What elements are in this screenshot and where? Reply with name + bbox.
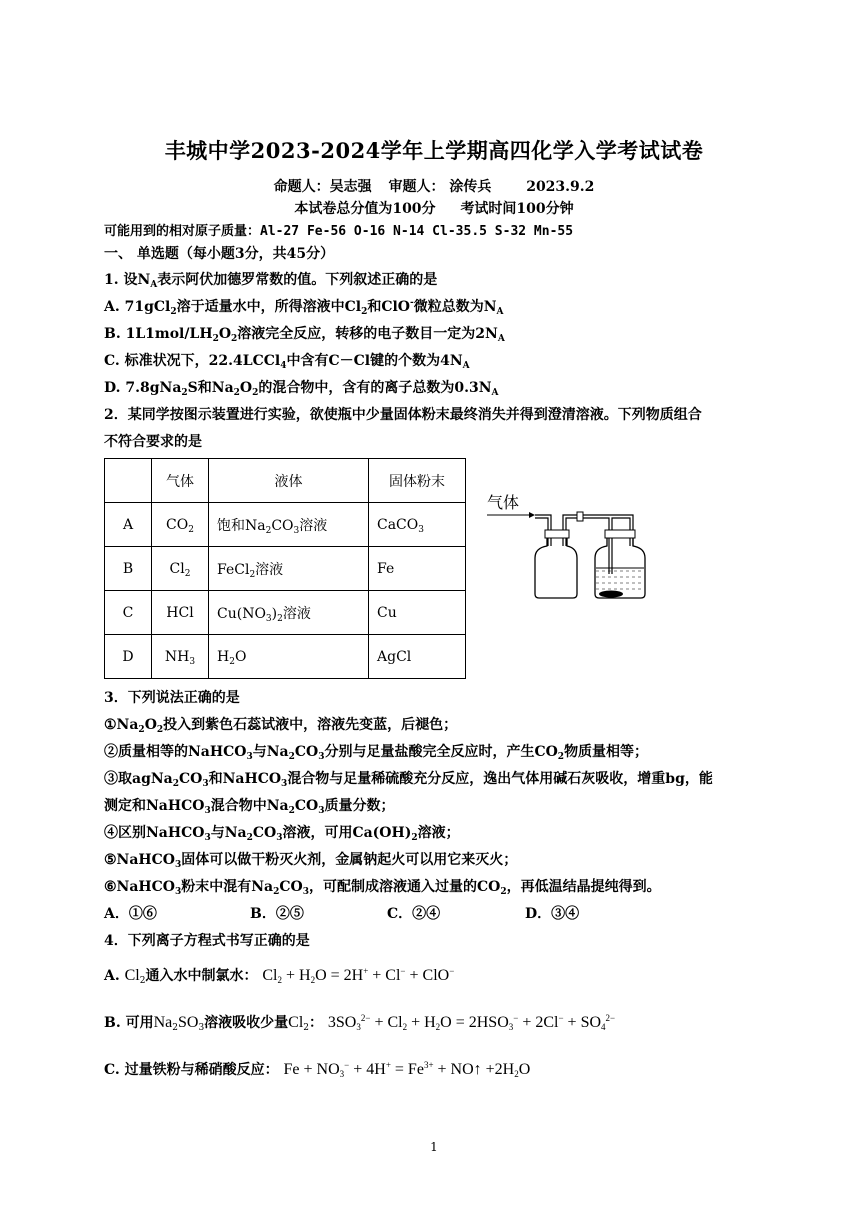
delivery-tube-inner <box>612 518 630 574</box>
stopper-2 <box>605 530 635 538</box>
exam-date: 2023.9.2 <box>526 179 595 195</box>
q1-option-a: A. 71gCl$_2$溶于适量水中，所得溶液中$Cl_2$和ClO-微粒总数为$N_A$ <box>104 298 504 317</box>
cell-solid: CaCO$_3$ <box>369 503 466 547</box>
q3-statement-6: ⑥NaHCO$_3$粉末中混有$Na_2CO_3$，可配制成溶液通入过量的$CO_2$，再低温结晶提纯得到。 <box>104 879 661 897</box>
table-row <box>105 635 466 679</box>
exam-title: 丰城中学2023-2024学年上学期高四化学入学考试试卷 <box>164 138 704 163</box>
cell-liquid: $H_2O$ <box>209 635 369 679</box>
cell-gas: $NH_3$ <box>152 635 209 679</box>
q3-statement-2: ②质量相等的NaHCO$_3$与$Na_2CO_3$分别与足量盐酸完全反应时，产生$CO_2$物质量相等； <box>104 744 649 762</box>
exam-meta-score <box>0 198 868 218</box>
total-score: 本试卷总分值为100分 <box>294 201 436 217</box>
solid-powder <box>599 591 623 598</box>
q4-option-b: B. 可用$Na_2SO_3$溶液吸收少量$Cl_2$： $3SO_3^{2-} + Cl_2 + H_2O = 2HSO_3^- + 2Cl^- + SO_4^{2-}$ <box>104 1013 616 1033</box>
table-header: 固体粉末 <box>369 459 466 503</box>
q1-option-c: C. 标准状况下，22.4LCCl$_4$中含有C－Cl键的个数为$4N_A$ <box>104 353 470 371</box>
q3-option-c: C．②④ <box>387 906 441 922</box>
equation-b: $3SO_3^{2-} + Cl_2 + H_2O = 2HSO_3^- + 2Cl^- + SO_4^{2-}$ <box>327 1013 616 1032</box>
q3-options <box>104 903 579 923</box>
table-row <box>105 503 466 547</box>
table-row <box>105 459 466 503</box>
row-label: C <box>105 591 152 635</box>
q3-statement-5: ⑤NaHCO$_3$固体可以做干粉灭火剂，金属钠起火可以用它来灭火； <box>104 852 518 870</box>
cell-solid: Fe <box>369 547 466 591</box>
q3-stem: 3．下列说法正确的是 <box>104 690 240 706</box>
q1-option-d: D. 7.8gNa$_2$S和$Na_2O_2$的混合物中，含有的离子总数为$0.3N_A$ <box>104 380 499 398</box>
q2-stem: 2．某同学按图示装置进行实验，欲使瓶中少量固体粉末最终消失并得到澄清溶液。下列物质组合 <box>104 407 702 423</box>
setter: 命题人：吴志强 <box>273 179 372 195</box>
table-row <box>105 547 466 591</box>
section-heading: 一、 单选题（每小题3分，共45分） <box>104 246 335 262</box>
atomic-masses: 可能用到的相对原子质量：Al-27 Fe-56 O-16 N-14 Cl-35.5 S-32 Mn-55 <box>104 224 574 239</box>
row-label: B <box>105 547 152 591</box>
exam-meta-authors <box>0 176 868 196</box>
cell-liquid: 饱和$Na_2CO_3$溶液 <box>209 503 369 547</box>
equation-c: $Fe + NO_3^- + 4H^+ = Fe^{3+}$ + NO↑ $+2H_2O$ <box>283 1060 531 1079</box>
q3-statement-4: ④区别NaHCO$_3$与$Na_2CO_3$溶液，可用$Ca(OH)_2$溶液； <box>104 825 460 843</box>
cell-solid: AgCl <box>369 635 466 679</box>
q3-statement-3: ③取$agNa_2CO_3$和NaHCO$_3$混合物与足量稀硫酸充分反应，逸出气体用碱石灰吸收，增重bg，能 <box>104 771 713 789</box>
table-row <box>105 591 466 635</box>
page-number: 1 <box>430 1140 438 1154</box>
table-header <box>105 459 152 503</box>
q4-stem: 4．下列离子方程式书写正确的是 <box>104 933 310 949</box>
gas-bottle-1 <box>535 538 577 598</box>
cell-gas: $CO_2$ <box>152 503 209 547</box>
q3-option-a: A．①⑥ <box>104 906 157 922</box>
q3-option-b: B．②⑤ <box>250 906 304 922</box>
q3-option-d: D．③④ <box>525 906 580 922</box>
cell-gas: $Cl_2$ <box>152 547 209 591</box>
equation-a: $Cl_2 + H_2O = 2H^+ + Cl^- + ClO^-$ <box>262 966 455 985</box>
cell-gas: HCl <box>152 591 209 635</box>
q2-stem-cont: 不符合要求的是 <box>104 434 202 450</box>
q1-option-b: B. $1L1mol/LH_2O_2$溶液完全反应，转移的电子数目一定为$2N_A$ <box>104 326 505 344</box>
q2-table <box>104 458 466 679</box>
q3-statement-3-cont: 测定和NaHCO$_3$混合物中$Na_2CO_3$质量分数； <box>104 798 395 816</box>
q1-stem: 1. 设$N_A$表示阿伏加德罗常数的值。下列叙述正确的是 <box>104 272 438 290</box>
cell-liquid: FeCl$_2$溶液 <box>209 547 369 591</box>
reviewer: 审题人： 涂传兵 <box>388 179 492 195</box>
q4-option-c: C. 过量铁粉与稀硝酸反应： $Fe + NO_3^- + 4H^+ = Fe^{3+}$ + NO↑ $+2H_2O$ <box>104 1060 531 1079</box>
delivery-tube <box>566 518 609 574</box>
row-label: A <box>105 503 152 547</box>
cell-solid: Cu <box>369 591 466 635</box>
exam-time: 考试时间100分钟 <box>460 201 574 217</box>
table-header: 液体 <box>209 459 369 503</box>
q3-statement-1: $①Na_2O_2$投入到紫色石蕊试液中，溶液先变蓝，后褪色； <box>104 717 458 735</box>
gas-bottle-apparatus-diagram <box>485 488 655 603</box>
row-label: D <box>105 635 152 679</box>
figure-gas-label: 气体 <box>487 495 520 512</box>
table-header: 气体 <box>152 459 209 503</box>
stopper-1 <box>545 530 569 538</box>
arrow-head-icon <box>529 512 535 518</box>
tube-connector <box>577 512 583 521</box>
cell-liquid: $Cu(NO_3)_2$溶液 <box>209 591 369 635</box>
q4-option-a: A. $Cl_2$通入水中制氯水： $Cl_2 + H_2O = 2H^+ + Cl^- + ClO^-$ <box>104 966 455 986</box>
